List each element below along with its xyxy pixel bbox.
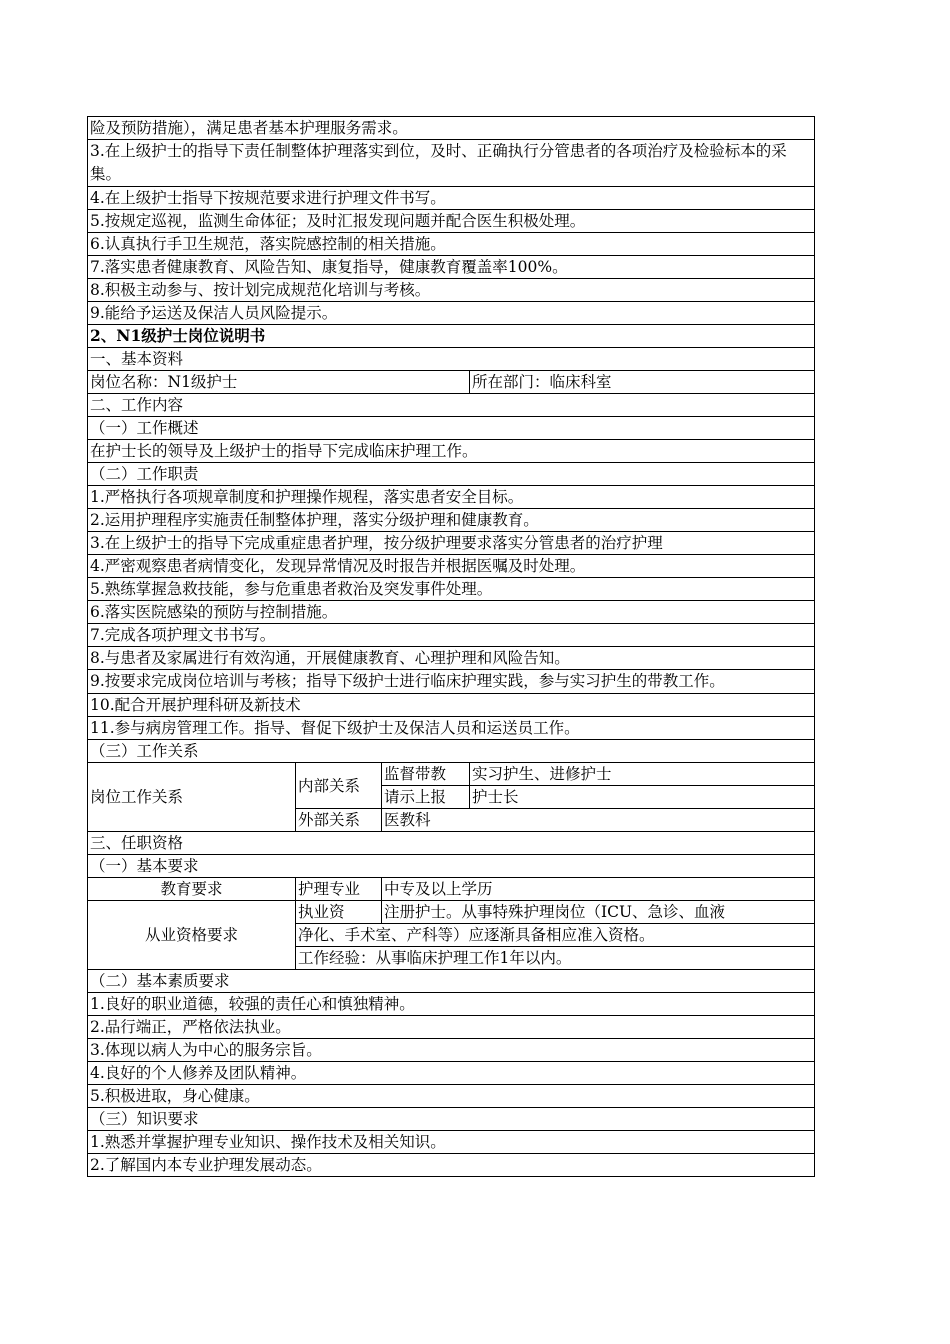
- certification-label: 从业资格要求: [88, 901, 296, 970]
- external-relations-value: 医教科: [382, 809, 815, 832]
- duty-row: 3.在上级护士的指导下责任制整体护理落实到位，及时、正确执行分管患者的各项治疗及检验标本的采集。: [88, 140, 815, 187]
- overview-text: 在护士长的领导及上级护士的指导下完成临床护理工作。: [88, 440, 815, 463]
- quality-row: 2.品行端正，严格依法执业。: [88, 1016, 815, 1039]
- duty-row: 4.严密观察患者病情变化，发现异常情况及时报告并根据医嘱及时处理。: [88, 555, 815, 578]
- quality-row: 1.良好的职业道德，较强的责任心和慎独精神。: [88, 993, 815, 1016]
- duty-row: 2.运用护理程序实施责任制整体护理，落实分级护理和健康教育。: [88, 509, 815, 532]
- duty-row: 11.参与病房管理工作。指导、督促下级护士及保洁人员和运送员工作。: [88, 717, 815, 740]
- duty-row: 险及预防措施），满足患者基本护理服务需求。: [88, 117, 815, 140]
- duty-row: 10.配合开展护理科研及新技术: [88, 694, 815, 717]
- knowledge-heading: （三）知识要求: [88, 1108, 815, 1131]
- qualifications-heading: 三、任职资格: [88, 832, 815, 855]
- license-value-continued: 净化、手术室、产科等）应逐渐具备相应准入资格。: [296, 924, 815, 947]
- knowledge-row: 2.了解国内本专业护理发展动态。: [88, 1154, 815, 1177]
- duty-row: 3.在上级护士的指导下完成重症患者护理，按分级护理要求落实分管患者的治疗护理: [88, 532, 815, 555]
- duty-row: 5.按规定巡视，监测生命体征；及时汇报发现问题并配合医生积极处理。: [88, 210, 815, 233]
- duty-row: 5.熟练掌握急救技能，参与危重患者救治及突发事件处理。: [88, 578, 815, 601]
- quality-heading: （二）基本素质要求: [88, 970, 815, 993]
- basic-requirements-heading: （一）基本要求: [88, 855, 815, 878]
- quality-row: 3.体现以病人为中心的服务宗旨。: [88, 1039, 815, 1062]
- duty-row: 6.认真执行手卫生规范，落实院感控制的相关措施。: [88, 233, 815, 256]
- duty-row: 6.落实医院感染的预防与控制措施。: [88, 601, 815, 624]
- report-value: 护士长: [470, 786, 815, 809]
- overview-heading: （一）工作概述: [88, 417, 815, 440]
- external-relations-label: 外部关系: [296, 809, 382, 832]
- quality-row: 4.良好的个人修养及团队精神。: [88, 1062, 815, 1085]
- department: 所在部门：临床科室: [470, 371, 815, 394]
- duties-heading: （二）工作职责: [88, 463, 815, 486]
- report-label: 请示上报: [382, 786, 470, 809]
- license-value: 注册护士。从事特殊护理岗位（ICU、急诊、血液: [382, 901, 815, 924]
- internal-relations-label: 内部关系: [296, 763, 382, 809]
- duty-row: 9.按要求完成岗位培训与考核；指导下级护士进行临床护理实践，参与实习护生的带教工作。: [88, 670, 815, 694]
- quality-row: 5.积极进取，身心健康。: [88, 1085, 815, 1108]
- relations-heading: （三）工作关系: [88, 740, 815, 763]
- duty-row: 1.严格执行各项规章制度和护理操作规程，落实患者安全目标。: [88, 486, 815, 509]
- duty-row: 7.完成各项护理文书书写。: [88, 624, 815, 647]
- work-experience: 工作经验：从事临床护理工作1年以内。: [296, 947, 815, 970]
- education-label: 教育要求: [88, 878, 296, 901]
- relations-label: 岗位工作关系: [88, 763, 296, 832]
- section-title: 2、N1级护士岗位说明书: [88, 325, 815, 348]
- duty-row: 9.能给予运送及保洁人员风险提示。: [88, 302, 815, 325]
- work-content-heading: 二、工作内容: [88, 394, 815, 417]
- basic-info-heading: 一、基本资料: [88, 348, 815, 371]
- job-description-table: [87, 116, 815, 1177]
- knowledge-row: 1.熟悉并掌握护理专业知识、操作技术及相关知识。: [88, 1131, 815, 1154]
- education-value: 中专及以上学历: [382, 878, 815, 901]
- supervise-label: 监督带教: [382, 763, 470, 786]
- license-label: 执业资: [296, 901, 382, 924]
- supervise-value: 实习护生、进修护士: [470, 763, 815, 786]
- duty-row: 4.在上级护士指导下按规范要求进行护理文件书写。: [88, 187, 815, 210]
- duty-row: 8.与患者及家属进行有效沟通，开展健康教育、心理护理和风险告知。: [88, 647, 815, 670]
- duty-row: 8.积极主动参与、按计划完成规范化培训与考核。: [88, 279, 815, 302]
- post-name: 岗位名称：N1级护士: [88, 371, 470, 394]
- education-major: 护理专业: [296, 878, 382, 901]
- duty-row: 7.落实患者健康教育、风险告知、康复指导，健康教育覆盖率100%。: [88, 256, 815, 279]
